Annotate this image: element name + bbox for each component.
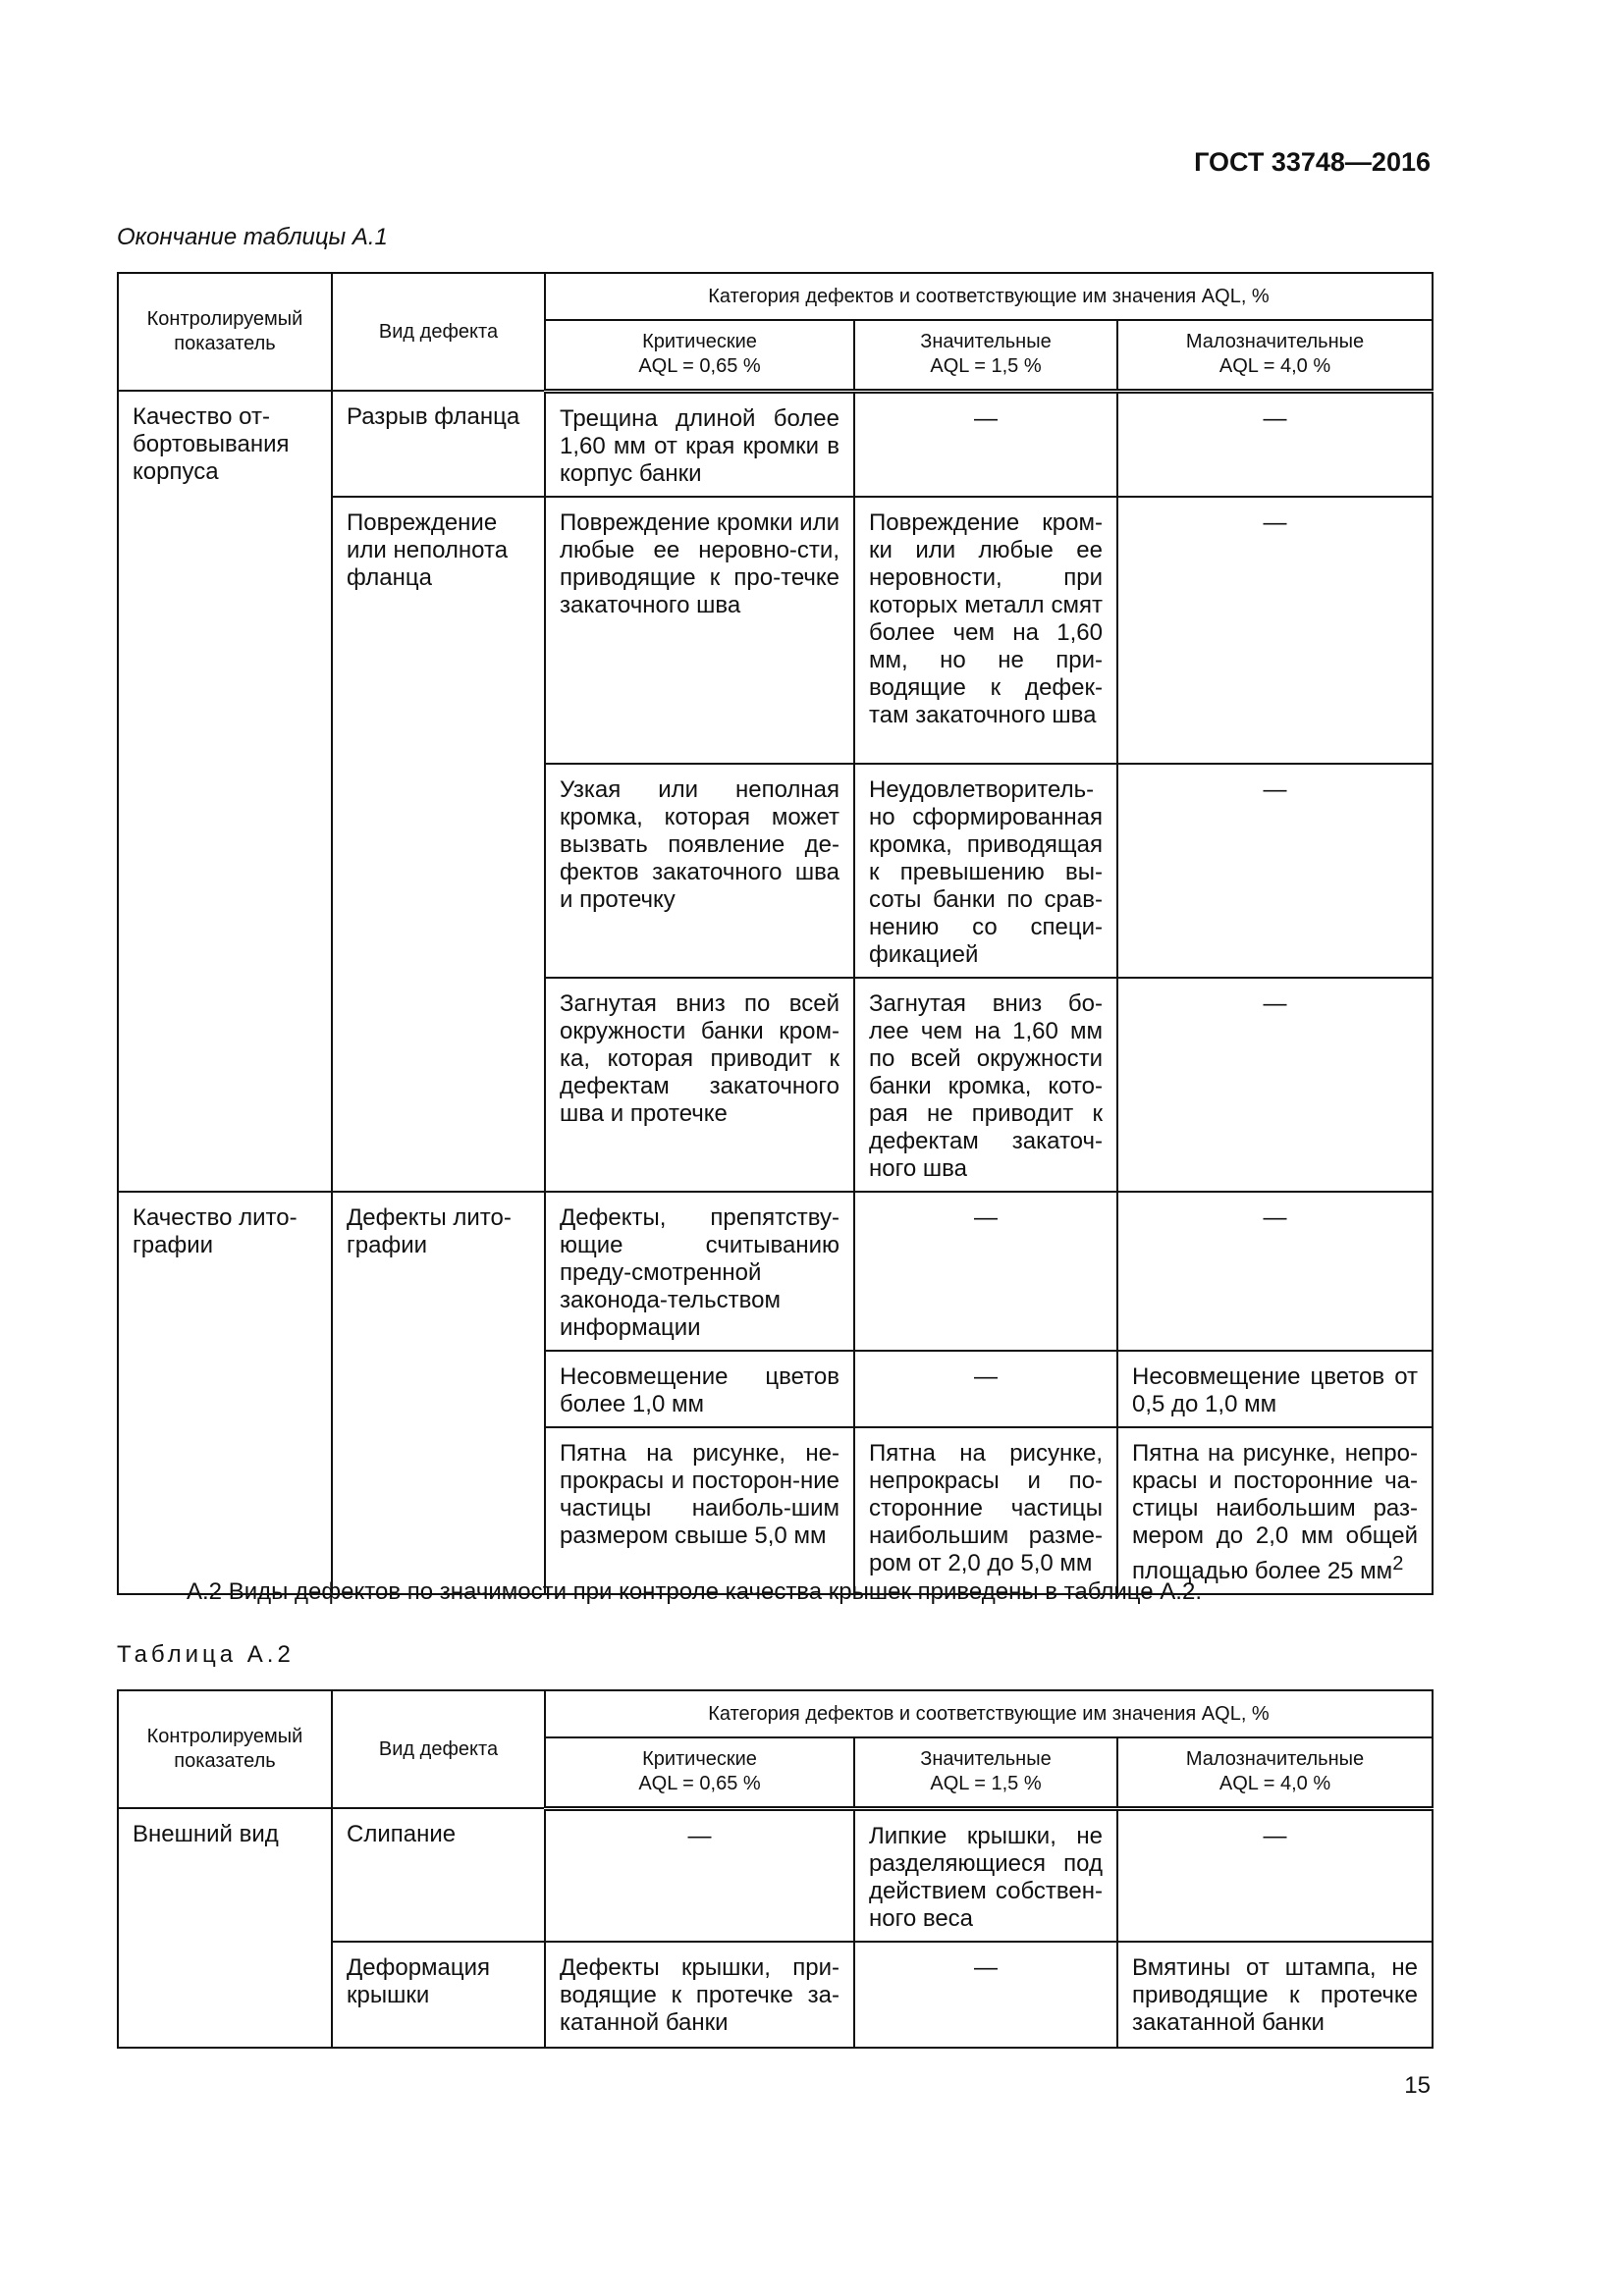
standard-code: ГОСТ 33748—2016 (1194, 147, 1431, 177)
indicator-cell: Качество от-бортовывания корпуса (118, 391, 332, 1192)
header-category-group: Категория дефектов и соответствующие им значения AQL, % (545, 273, 1433, 320)
table2-caption: Таблица А.2 (117, 1641, 295, 1668)
indicator-cell: Качество лито-графии (118, 1192, 332, 1594)
major-cell: Загнутая вниз бо-лее чем на 1,60 мм по всей окружности банки кромка, кото-рая не приводит к дефектам закаточ-ного шва (854, 978, 1117, 1192)
critical-cell: Несовмещение цветов более 1,0 мм (545, 1351, 854, 1427)
header-major: Значительные AQL = 1,5 % (854, 1737, 1117, 1808)
major-cell: — (854, 1942, 1117, 2048)
critical-cell: Пятна на рисунке, не-прокрасы и посторон-ние частицы наиболь-шим размером свыше 5,0 мм (545, 1427, 854, 1594)
header-critical: Критические AQL = 0,65 % (545, 320, 854, 391)
header-defect-type: Вид дефекта (332, 1690, 545, 1808)
minor-cell: Несовмещение цветов от 0,5 до 1,0 мм (1117, 1351, 1433, 1427)
minor-cell: — (1117, 978, 1433, 1192)
header-indicator: Контролируемый показатель (118, 273, 332, 391)
header-defect-type: Вид дефекта (332, 273, 545, 391)
major-cell: Липкие крышки, не разделяющиеся под действием собствен-ного веса (854, 1808, 1117, 1942)
major-cell: Пятна на рисунке, непрокрасы и по-сторонние частицы наибольшим разме-ром от 2,0 до 5,0 мм (854, 1427, 1117, 1594)
indicator-cell: Внешний вид (118, 1808, 332, 2048)
minor-cell: — (1117, 764, 1433, 978)
paragraph-a2: А.2 Виды дефектов по значимости при контроле качества крышек приведены в таблице А.2. (187, 1578, 1202, 1605)
minor-cell: — (1117, 1192, 1433, 1351)
minor-cell: — (1117, 497, 1433, 764)
header-category-group: Категория дефектов и соответствующие им значения AQL, % (545, 1690, 1433, 1737)
header-minor: Малозначительные AQL = 4,0 % (1117, 1737, 1433, 1808)
page-number: 15 (1404, 2072, 1431, 2099)
major-cell: Повреждение кром-ки или любые ее неровности, при которых металл смят более чем на 1,60 мм, но не при-водящие к дефек-там закаточного шва (854, 497, 1117, 764)
critical-cell: Дефекты, препятству-ющие считыванию преду-смотренной законода-тельством информации (545, 1192, 854, 1351)
critical-cell: Повреждение кромки или любые ее неровно-сти, приводящие к про-течке закаточного шва (545, 497, 854, 764)
critical-cell: — (545, 1808, 854, 1942)
defect-cell: Слипание (332, 1808, 545, 1942)
header-minor: Малозначительные AQL = 4,0 % (1117, 320, 1433, 391)
major-cell: — (854, 1192, 1117, 1351)
defect-cell: Деформация крышки (332, 1942, 545, 2048)
defect-cell: Повреждение или неполнота фланца (332, 497, 545, 1192)
critical-cell: Дефекты крышки, при-водящие к протечке за-катанной банки (545, 1942, 854, 2048)
critical-cell: Загнутая вниз по всей окружности банки кром-ка, которая приводит к дефектам закаточного шва и протечке (545, 978, 854, 1192)
header-critical: Критические AQL = 0,65 % (545, 1737, 854, 1808)
minor-cell: Вмятины от штампа, не приводящие к протечке закатанной банки (1117, 1942, 1433, 2048)
major-cell: Неудовлетворитель-но сформированная кромка, приводящая к превышению вы-соты банки по срав-нению со специ-фикацией (854, 764, 1117, 978)
header-major: Значительные AQL = 1,5 % (854, 320, 1117, 391)
minor-cell: Пятна на рисунке, непро-красы и посторонние ча-стицы наибольшим раз-мером до 2,0 мм общей площадью более 25 $мм^2$ (1117, 1427, 1433, 1594)
table-a2 (117, 1689, 1434, 2049)
defect-cell: Дефекты лито-графии (332, 1192, 545, 1594)
minor-cell: — (1117, 391, 1433, 497)
critical-cell: Трещина длиной более 1,60 мм от края кромки в корпус банки (545, 391, 854, 497)
defect-cell: Разрыв фланца (332, 391, 545, 497)
superscript-2: 2 (1392, 1553, 1404, 1575)
major-cell: — (854, 391, 1117, 497)
minor-cell: — (1117, 1808, 1433, 1942)
critical-cell: Узкая или неполная кромка, которая может вызвать появление де-фектов закаточного шва и протечку (545, 764, 854, 978)
header-indicator: Контролируемый показатель (118, 1690, 332, 1808)
table-a1 (117, 272, 1434, 1595)
table1-caption: Окончание таблицы А.1 (117, 224, 388, 250)
major-cell: — (854, 1351, 1117, 1427)
